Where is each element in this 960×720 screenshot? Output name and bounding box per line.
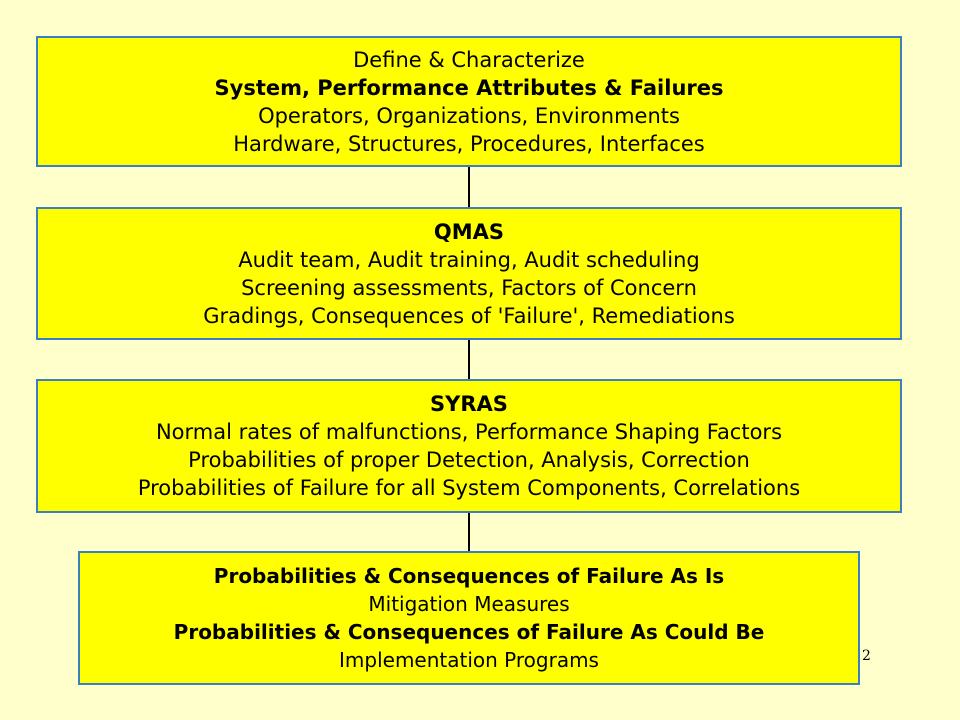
connector-line <box>468 340 470 379</box>
box-line: Hardware, Structures, Procedures, Interfaces <box>233 131 705 156</box>
box-line: Probabilities & Consequences of Failure As Is <box>213 564 725 588</box>
qmas-box <box>36 207 902 340</box>
connector-line <box>468 513 470 551</box>
box-line: Define & Characterize <box>353 47 585 72</box>
box-line: System, Performance Attributes & Failures <box>214 75 724 100</box>
box-line: Probabilities of Failure for all System Components, Correlations <box>137 476 801 500</box>
box-line: Probabilities & Consequences of Failure As Could Be <box>173 620 765 644</box>
box-title: SYRAS <box>430 392 508 416</box>
define-characterize-box <box>36 36 902 167</box>
box-line: Audit team, Audit training, Audit scheduling <box>238 247 700 272</box>
box-line: Screening assessments, Factors of Concern <box>241 275 697 300</box>
syras-box <box>36 379 902 513</box>
box-line: Implementation Programs <box>339 648 599 672</box>
box-line: Normal rates of malfunctions, Performance Shaping Factors <box>155 420 783 444</box>
box-line: Probabilities of proper Detection, Analysis, Correction <box>188 448 750 472</box>
page-number: 2 <box>862 648 871 664</box>
probabilities-consequences-box <box>78 551 860 685</box>
box-line: Gradings, Consequences of 'Failure', Remediations <box>203 303 735 328</box>
box-line: Mitigation Measures <box>368 592 570 616</box>
box-line: Operators, Organizations, Environments <box>258 103 680 128</box>
connector-line <box>468 167 470 207</box>
box-title: QMAS <box>433 219 505 244</box>
